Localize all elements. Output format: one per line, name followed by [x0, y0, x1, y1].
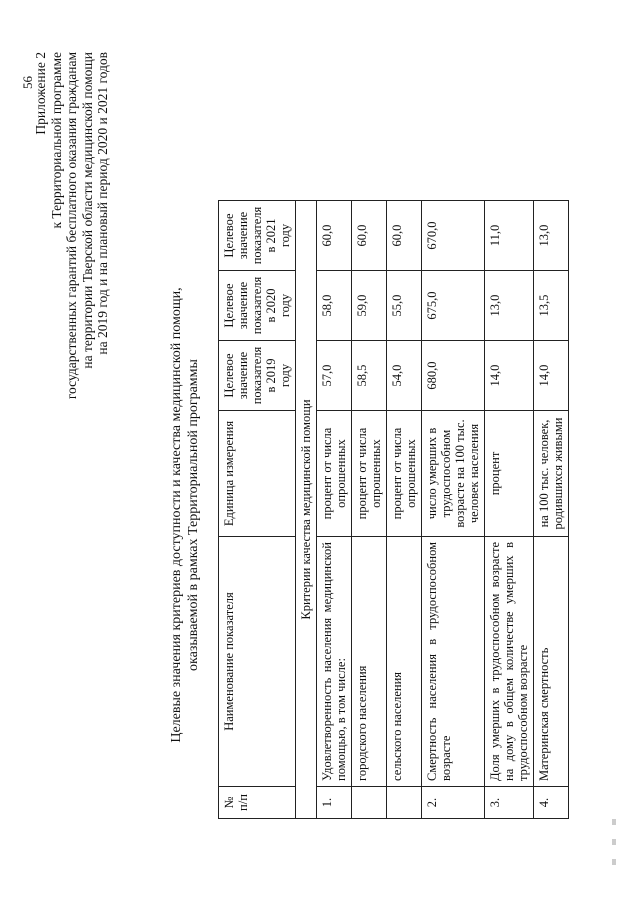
unit-cell: процент от числа опрошенных [352, 411, 387, 537]
value-2019: 680,0 [422, 341, 485, 411]
document-title [168, 195, 202, 835]
unit-cell: на 100 тыс. человек, родившихся живыми [534, 411, 569, 537]
title-line: Целевые значения критериев доступности и качества медицинской помощи, [169, 287, 184, 743]
indicator-name: Смертность населения в трудоспособном возрасте [422, 537, 485, 787]
value-2020: 55,0 [387, 271, 422, 341]
row-number [352, 787, 387, 819]
row-number: 3. [485, 787, 534, 819]
value-2021: 11,0 [485, 201, 534, 271]
col-header-2020: Целевое значение показателя в 2020 году [219, 271, 296, 341]
header-line: на 2019 год и на плановый период 2020 и 2021 годов [95, 52, 111, 355]
row-number [387, 787, 422, 819]
col-header-2019: Целевое значение показателя в 2019 году [219, 341, 296, 411]
row-number: 4. [534, 787, 569, 819]
value-2021: 670,0 [422, 201, 485, 271]
title-line: оказываемой в рамках Территориальной программы [186, 359, 201, 671]
col-header-number: № п/п [219, 787, 296, 819]
value-2021: 13,0 [534, 201, 569, 271]
table-row [422, 201, 485, 819]
value-2020: 13,0 [485, 271, 534, 341]
section-row [296, 201, 317, 819]
header-line: к Территориальной программе [48, 52, 64, 229]
value-2021: 60,0 [387, 201, 422, 271]
value-2020: 58,0 [317, 271, 352, 341]
table-header-row [219, 201, 296, 819]
col-header-indicator: Наименование показателя [219, 537, 296, 787]
header-line: на территории Тверской области медицинской помощи [79, 52, 95, 369]
table-row [317, 201, 352, 819]
table-row [534, 201, 569, 819]
value-2021: 60,0 [352, 201, 387, 271]
section-title: Критерии качества медицинской помощи [296, 201, 317, 819]
indicator-name: Доля умерших в трудоспособном возрасте на дому в общем количестве умерших в трудоспособном возрасте [485, 537, 534, 787]
value-2019: 14,0 [485, 341, 534, 411]
value-2019: 54,0 [387, 341, 422, 411]
unit-cell: число умерших в трудоспособном возрасте на 100 тыс. человек населения [422, 411, 485, 537]
value-2020: 59,0 [352, 271, 387, 341]
col-header-2021: Целевое значение показателя в 2021 году [219, 201, 296, 271]
value-2020: 675,0 [422, 271, 485, 341]
criteria-table [218, 200, 569, 819]
header-line: государственных гарантий бесплатного оказания гражданам [64, 52, 80, 400]
unit-cell: процент [485, 411, 534, 537]
col-header-unit: Единица измерения [219, 411, 296, 537]
appendix-header [33, 52, 111, 552]
header-line: Приложение 2 [33, 52, 48, 135]
scan-artifact [612, 859, 616, 865]
indicator-name: Удовлетворенность населения медицинской помощью, в том числе: [317, 537, 352, 787]
table-row [352, 201, 387, 819]
value-2019: 14,0 [534, 341, 569, 411]
table-row [387, 201, 422, 819]
value-2019: 58,5 [352, 341, 387, 411]
indicator-name: городского населения [352, 537, 387, 787]
indicator-name: Материнская смертность [534, 537, 569, 787]
scan-artifact [612, 839, 616, 845]
row-number: 1. [317, 787, 352, 819]
value-2020: 13,5 [534, 271, 569, 341]
value-2021: 60,0 [317, 201, 352, 271]
value-2019: 57,0 [317, 341, 352, 411]
page-number: 56 [20, 76, 35, 89]
indicator-name: сельского населения [387, 537, 422, 787]
scan-artifact [612, 819, 616, 825]
row-number: 2. [422, 787, 485, 819]
unit-cell: процент от числа опрошенных [387, 411, 422, 537]
table-row [485, 201, 534, 819]
unit-cell: процент от числа опрошенных [317, 411, 352, 537]
